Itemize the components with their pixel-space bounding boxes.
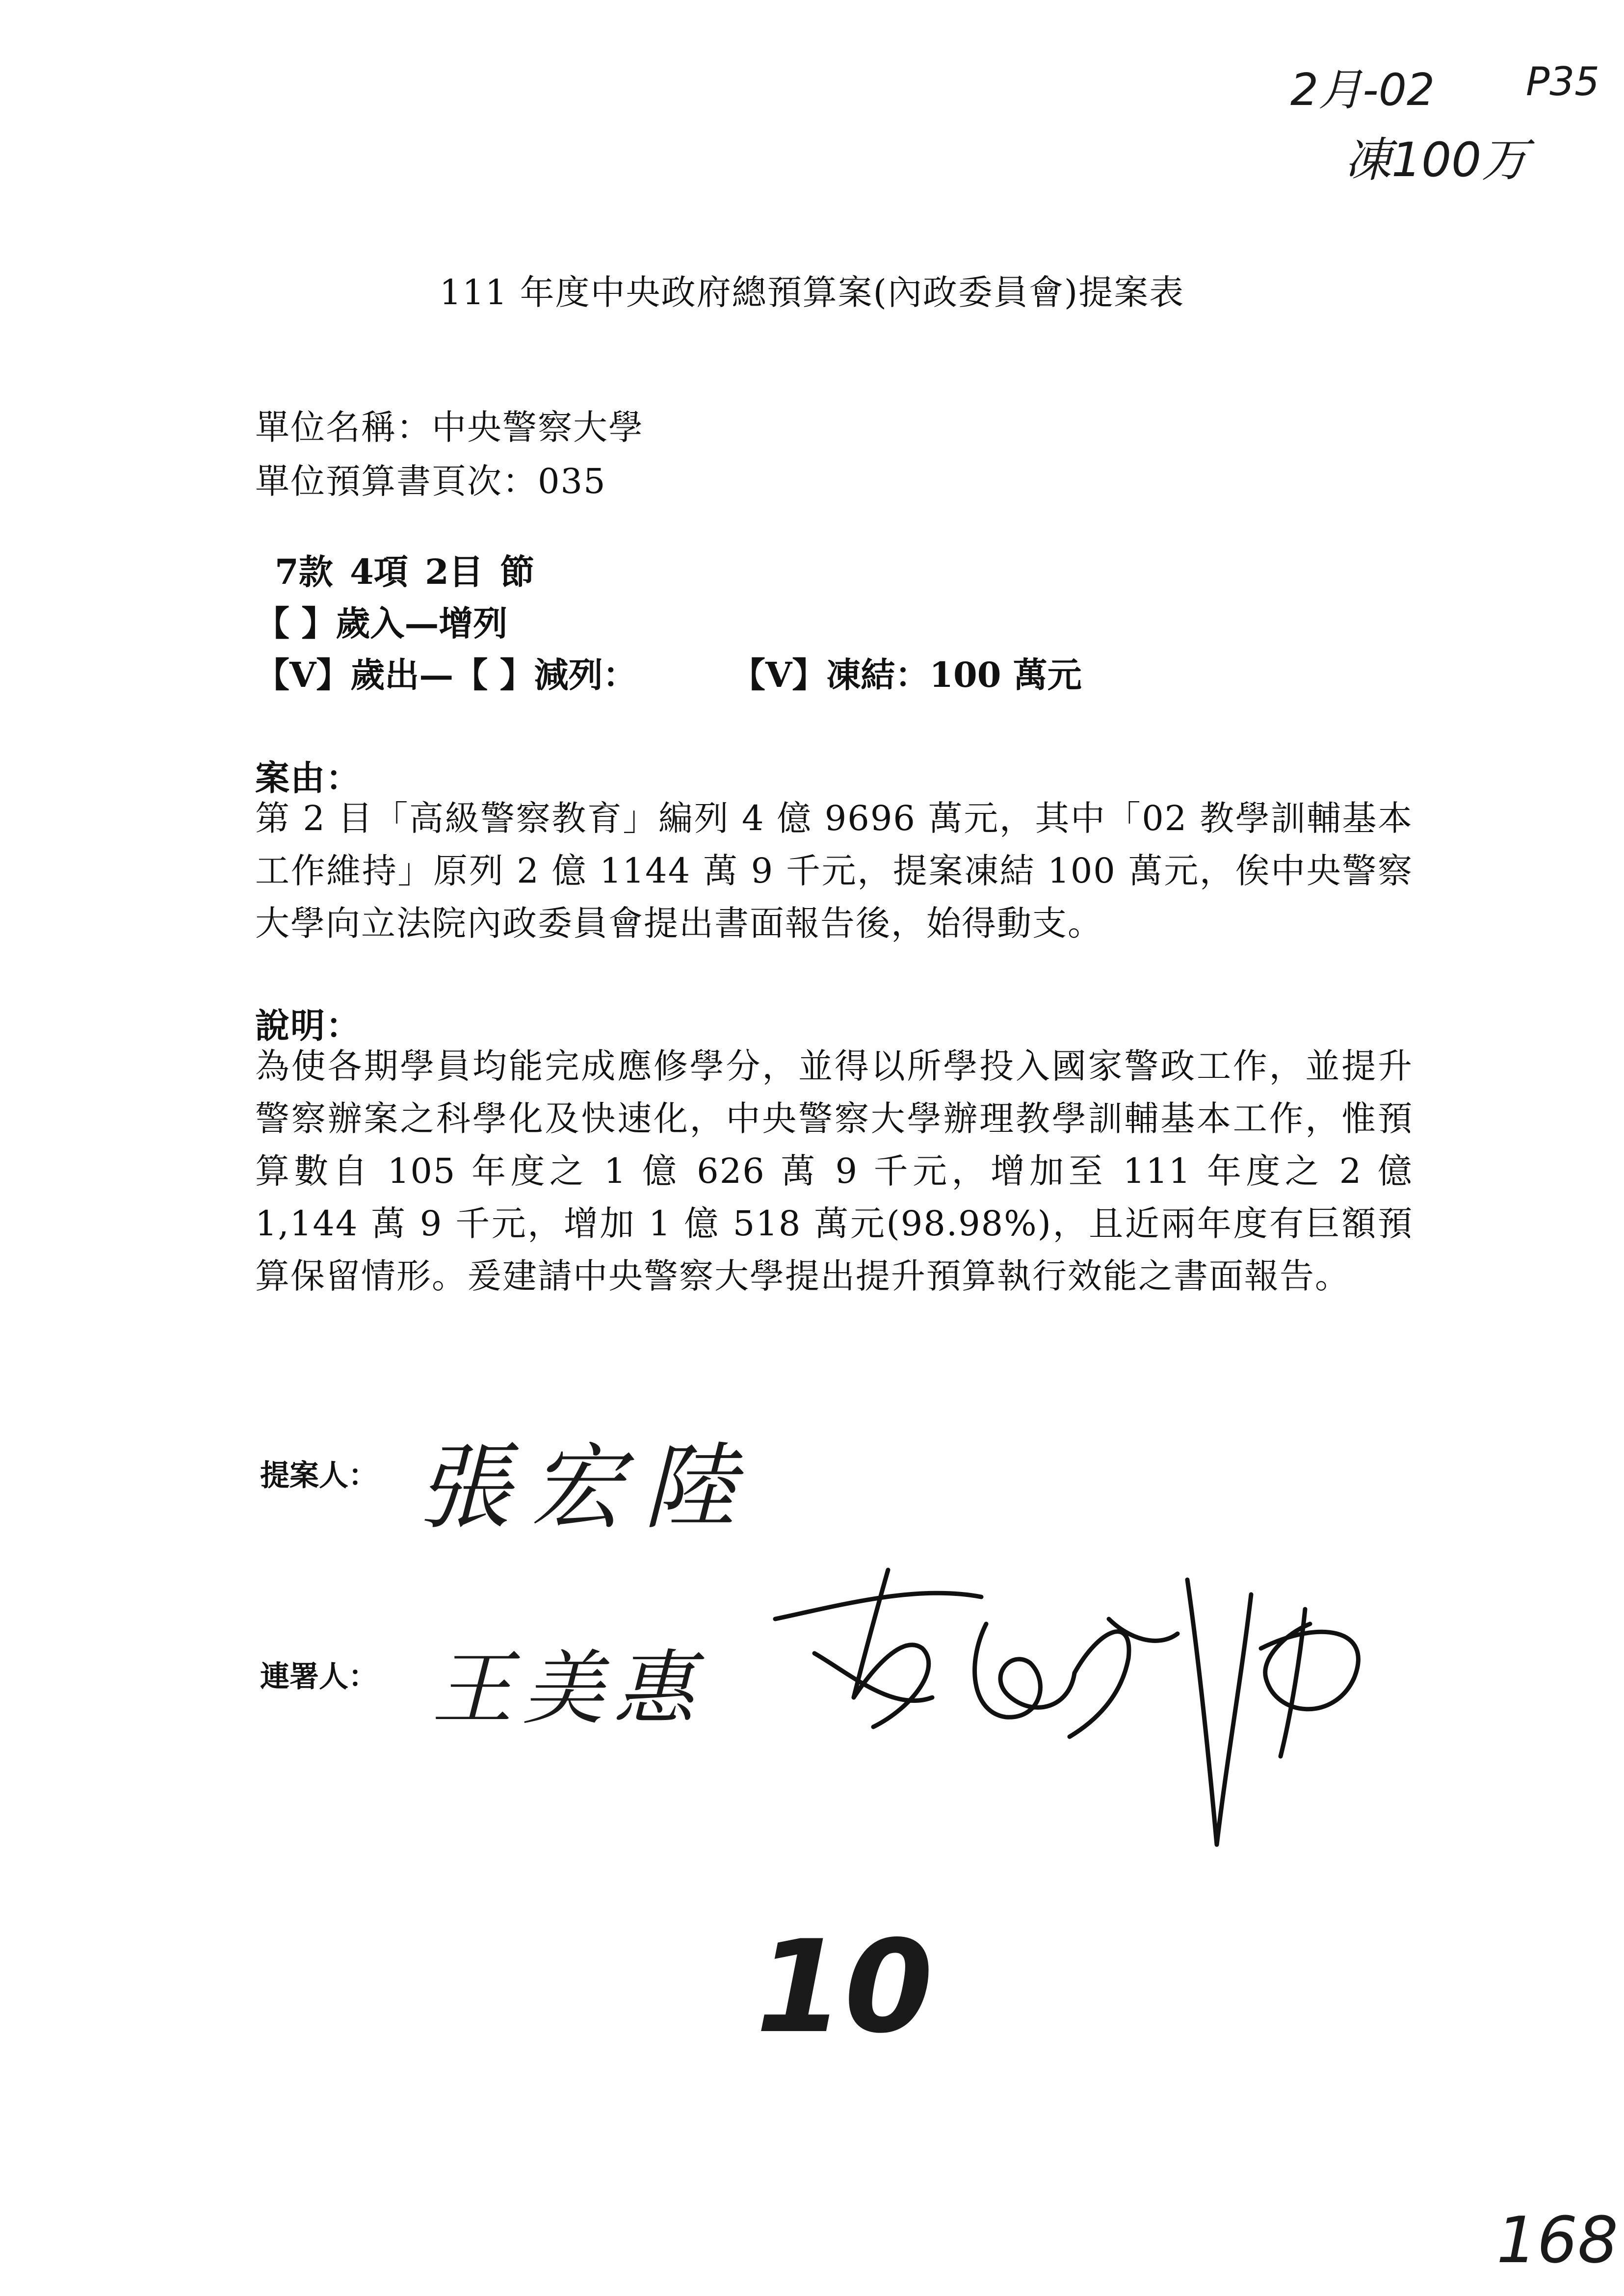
handwritten-center-number: 10 xyxy=(756,1913,933,2061)
cosigner-label: 連署人： xyxy=(260,1660,378,1694)
cosigner-scribble-signature xyxy=(756,1550,1393,1869)
revenue-flag: 【 】歲入—增列 xyxy=(255,603,508,644)
case-heading: 案由： xyxy=(255,757,361,798)
page-title: 111 年度中央政府總預算案(內政委員會)提案表 xyxy=(439,272,1185,313)
budget-classification: 7款 4項 2目 節 xyxy=(275,551,535,592)
proposer-label: 提案人： xyxy=(260,1459,378,1493)
expenditure-flag: 【V】歲出—【 】減列： xyxy=(255,654,637,695)
unit-name: 單位名稱：中央警察大學 xyxy=(255,407,644,447)
explanation-body: 為使各期學員均能完成應修學分，並得以所學投入國家警政工作，並提升警察辦案之科學化及快速化，中央警察大學辦理教學訓輔基本工作，惟預算數自 105 年度之 1 億 626 萬 9 千元，增加至 111 年度之 2 億 1,144 萬 9 千元，增加 1 億 518 萬元(98.98%)，且近兩年度有巨額預算保留情形。爰建請中央警察大學提出提升預算執行效能之書面報告。 xyxy=(255,1046,1413,1296)
handwritten-note-date: 2月-02 xyxy=(1290,64,1435,116)
proposer-signature: 張宏陸 xyxy=(417,1434,756,1542)
explanation-heading: 說明： xyxy=(255,1005,361,1046)
handwritten-page-number: 168 xyxy=(1496,2203,1619,2277)
handwritten-note-freeze: 凍100万 xyxy=(1344,132,1529,187)
unit-page: 單位預算書頁次：035 xyxy=(255,461,606,501)
freeze-flag: 【V】凍結：100 萬元 xyxy=(731,654,1082,695)
handwritten-note-page: P35 xyxy=(1526,59,1600,104)
case-body: 第 2 目「高級警察教育」編列 4 億 9696 萬元，其中「02 教學訓輔基本工作維持」原列 2 億 1144 萬 9 千元，提案凍結 100 萬元，俟中央警察大學向立法院內政委員會提出書面報告後，始得動支。 xyxy=(255,798,1413,943)
cosigner-signature: 王美惠 xyxy=(432,1642,704,1736)
